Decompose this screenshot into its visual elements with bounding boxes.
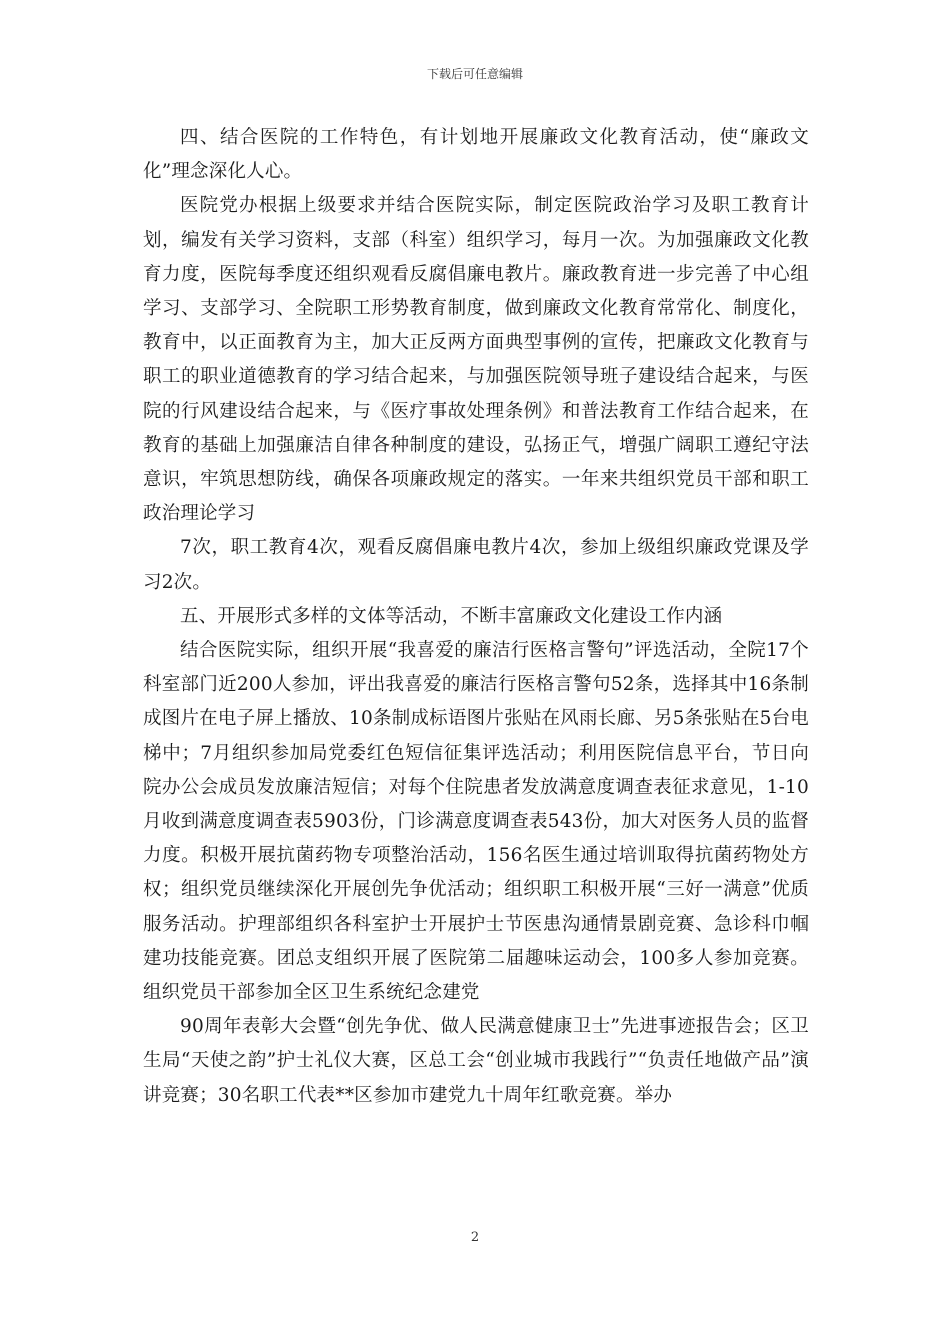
document-body <box>143 121 809 1113</box>
paragraph-anniversary-events: 90周年表彰大会暨“创先争优、做人民满意健康卫士”先进事迹报告会；区卫生局“天使之韵”护士礼仪大赛，区总工会“创业城市我践行”“负责任地做产品”演讲竞赛；30名职工代表**区参加市建党九十周年红歌竞赛。举办 <box>143 1016 809 1106</box>
paragraph-party-office-education: 医院党办根据上级要求并结合医院实际，制定医院政治学习及职工教育计划，编发有关学习资料，支部（科室）组织学习，每月一次。为加强廉政文化教育力度，医院每季度还组织观看反腐倡廉电教片。廉政教育进一步完善了中心组学习、支部学习、全院职工形势教育制度，做到廉政文化教育常常化、制度化，教育中，以正面教育为主，加大正反两方面典型事例的宣传，把廉政文化教育与职工的职业道德教育的学习结合起来，与加强医院领导班子建设结合起来，与医院的行风建设结合起来，与《医疗事故处理条例》和普法教育工作结合起来，在教育的基础上加强廉洁自律各种制度的建设，弘扬正气，增强广阔职工遵纪守法意识，牢筑思想防线，确保各项廉政规定的落实。一年来共组织党员干部和职工政治理论学习 <box>143 195 809 525</box>
page-header: 下载后可任意编辑 <box>426 67 523 81</box>
paragraph-study-counts: 7次，职工教育4次，观看反腐倡廉电教片4次，参加上级组织廉政党课及学习2次。 <box>143 537 809 593</box>
paragraph-section-four-heading: 四、结合医院的工作特色，有计划地开展廉政文化教育活动，使“廉政文化”理念深化人心。 <box>143 127 809 183</box>
paragraph-hospital-activities: 结合医院实际，组织开展“我喜爱的廉洁行医格言警句”评选活动，全院17个科室部门近200人参加，评出我喜爱的廉洁行医格言警句52条，选择其中16条制成图片在电子屏上播放、10条制成标语图片张贴在风雨长廊、另5条张贴在5台电梯中；7月组织参加局党委红色短信征集评选活动；利用医院信息平台，节日向院办公会成员发放廉洁短信；对每个住院患者发放满意度调查表征求意见，1-10月收到满意度调查表5903份，门诊满意度调查表543份，加大对医务人员的监督力度。积极开展抗菌药物专项整治活动，156名医生通过培训取得抗菌药物处方权；组织党员继续深化开展创先争优活动；组织职工积极开展“三好一满意”优质服务活动。护理部组织各科室护士开展护士节医患沟通情景剧竞赛、急诊科巾帼建功技能竞赛。团总支组织开展了医院第二届趣味运动会，100多人参加竞赛。组织党员干部参加全区卫生系统纪念建党 <box>143 640 809 1004</box>
page-number: 2 <box>470 1230 480 1245</box>
paragraph-section-five-heading: 五、开展形式多样的文体等活动，不断丰富廉政文化建设工作内涵 <box>180 605 723 627</box>
